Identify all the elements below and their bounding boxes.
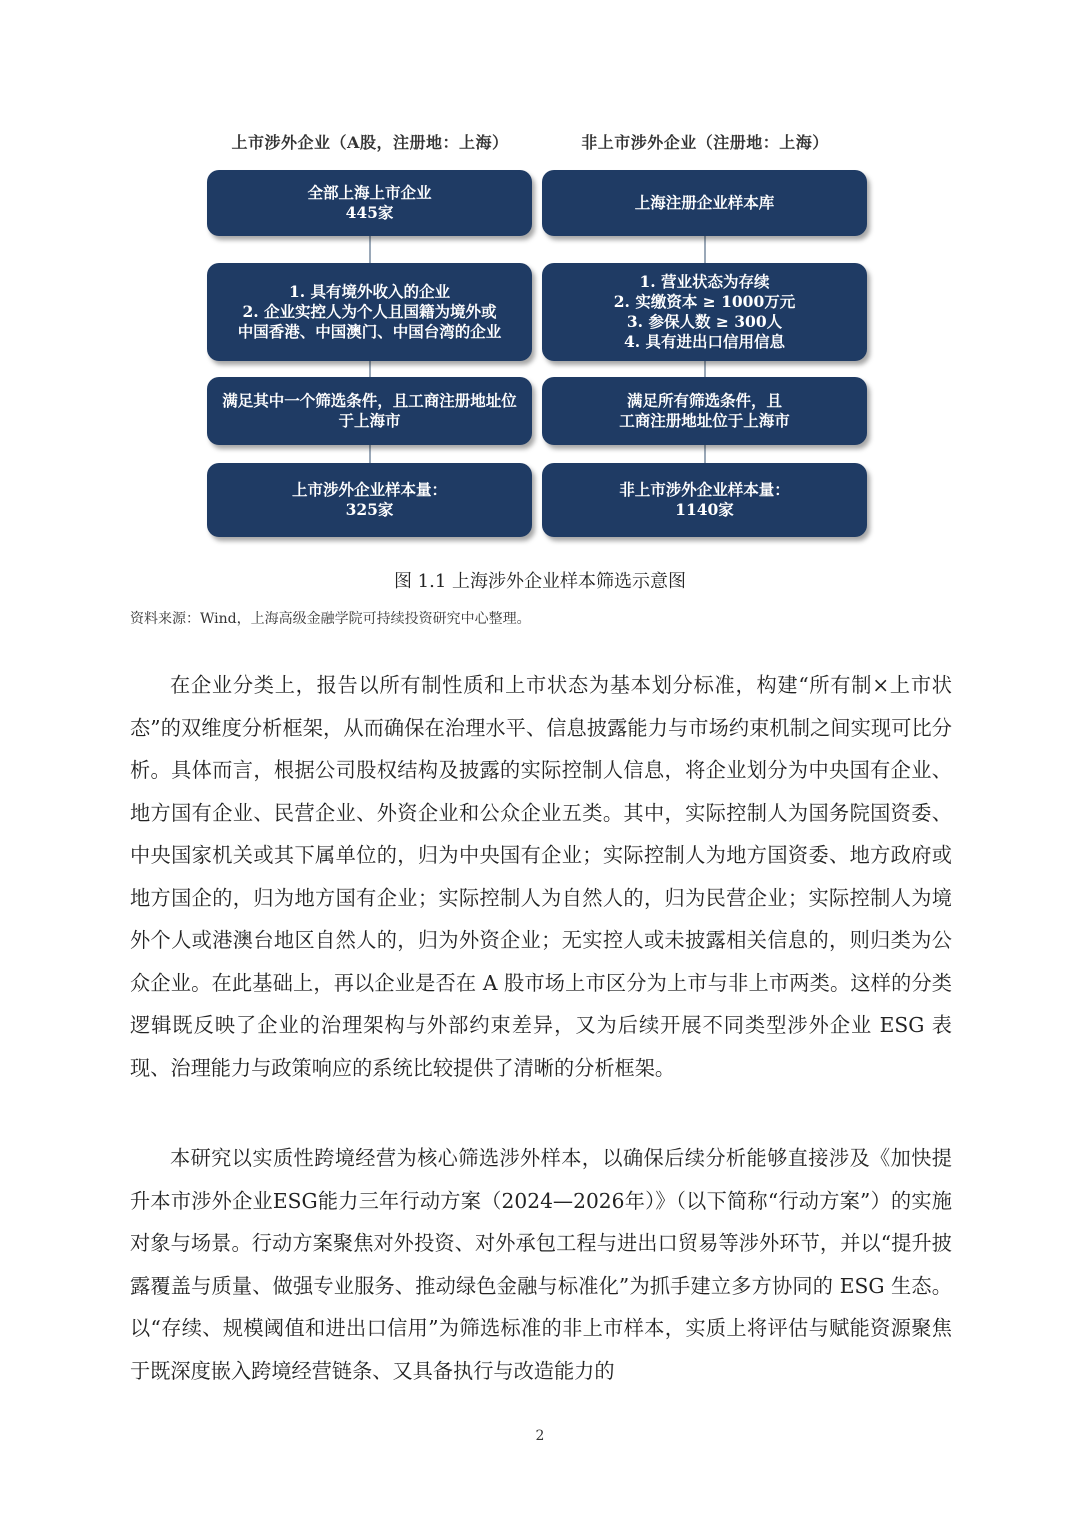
right-connector-2: [704, 361, 706, 377]
body-text: [130, 664, 952, 1089]
box-line: 4. 具有进出口信用信息: [623, 332, 786, 351]
box-line: 2. 企业实控人为个人且国籍为境外或: [242, 302, 497, 321]
box-line: 全部上海上市企业: [307, 183, 432, 202]
box-line: 445家: [345, 203, 394, 222]
box-line: 1. 营业状态为存续: [639, 272, 770, 291]
paragraph: 本研究以实质性跨境经营为核心筛选涉外样本，以确保后续分析能够直接涉及《加快提升本市涉外企业ESG能力三年行动方案（2024—2026年）》（以下简称“行动方案”）的实施对象与场景。行动方案聚焦对外投资、对外承包工程与进出口贸易等涉外环节，并以“提升披露覆盖与质量、做强专业服务、推动绿色金融与标准化”为抓手建立多方协同的 ESG 生态。以“存续、规模阈值和进出口信用”为筛选标准的非上市样本，实质上将评估与赋能资源聚焦于既深度嵌入跨境经营链条、又具备执行与改造能力的: [130, 1146, 952, 1383]
box-line: 满足所有筛选条件，且: [626, 391, 782, 410]
figure-caption: 图 1.1 上海涉外企业样本筛选示意图: [393, 571, 687, 592]
box-line: 满足其中一个筛选条件，且工商注册地址位: [222, 391, 517, 410]
left-box-sample-size: [207, 463, 532, 537]
left-box-condition: [207, 377, 532, 445]
right-box-condition: [542, 377, 867, 445]
page-number: 2: [535, 1428, 545, 1444]
left-connector-2: [369, 361, 371, 377]
source-note: 资料来源：Wind，上海高级金融学院可持续投资研究中心整理。: [130, 611, 531, 627]
box-line: 2. 实缴资本 ≥ 1000万元: [613, 292, 796, 311]
box-line: 工商注册地址位于上海市: [619, 411, 790, 430]
left-box-all-listed: [207, 170, 532, 236]
box-line: 3. 参保人数 ≥ 300人: [626, 312, 783, 331]
right-box-sample-library: [542, 170, 867, 236]
body-text: [130, 1137, 952, 1392]
right-connector-3: [704, 445, 706, 463]
box-line: 于上海市: [338, 411, 401, 430]
left-box-criteria: [207, 263, 532, 361]
right-box-sample-size: [542, 463, 867, 537]
left-connector-1: [369, 234, 371, 264]
right-column-title: 非上市涉外企业（注册地：上海）: [581, 133, 829, 152]
left-column-title: 上市涉外企业（A股，注册地：上海）: [231, 133, 509, 152]
box-line: 非上市涉外企业样本量：: [619, 480, 790, 499]
right-box-criteria: [542, 263, 867, 361]
box-line: 1. 具有境外收入的企业: [288, 282, 451, 301]
box-line: 中国香港、中国澳门、中国台湾的企业: [237, 322, 502, 341]
left-connector-3: [369, 445, 371, 463]
box-line: 上海注册企业样本库: [634, 193, 775, 212]
paragraph: 在企业分类上，报告以所有制性质和上市状态为基本划分标准，构建“所有制×上市状态”的双维度分析框架，从而确保在治理水平、信息披露能力与市场约束机制之间实现可比分析。具体而言，根据公司股权结构及披露的实际控制人信息，将企业划分为中央国有企业、地方国有企业、民营企业、外资企业和公众企业五类。其中，实际控制人为国务院国资委、中央国家机关或其下属单位的，归为中央国有企业；实际控制人为地方国资委、地方政府或地方国企的，归为地方国有企业；实际控制人为自然人的，归为民营企业；实际控制人为境外个人或港澳台地区自然人的，归为外资企业；无实控人或未披露相关信息的，则归类为公众企业。在此基础上，再以企业是否在 A 股市场上市区分为上市与非上市两类。这样的分类逻辑既反映了企业的治理架构与外部约束差异，又为后续开展不同类型涉外企业 ESG 表现、治理能力与政策响应的系统比较提供了清晰的分析框架。: [130, 673, 952, 1080]
box-line: 1140家: [675, 500, 734, 519]
box-line: 上市涉外企业样本量：: [291, 480, 447, 499]
box-line: 325家: [345, 500, 394, 519]
right-connector-1: [704, 234, 706, 264]
